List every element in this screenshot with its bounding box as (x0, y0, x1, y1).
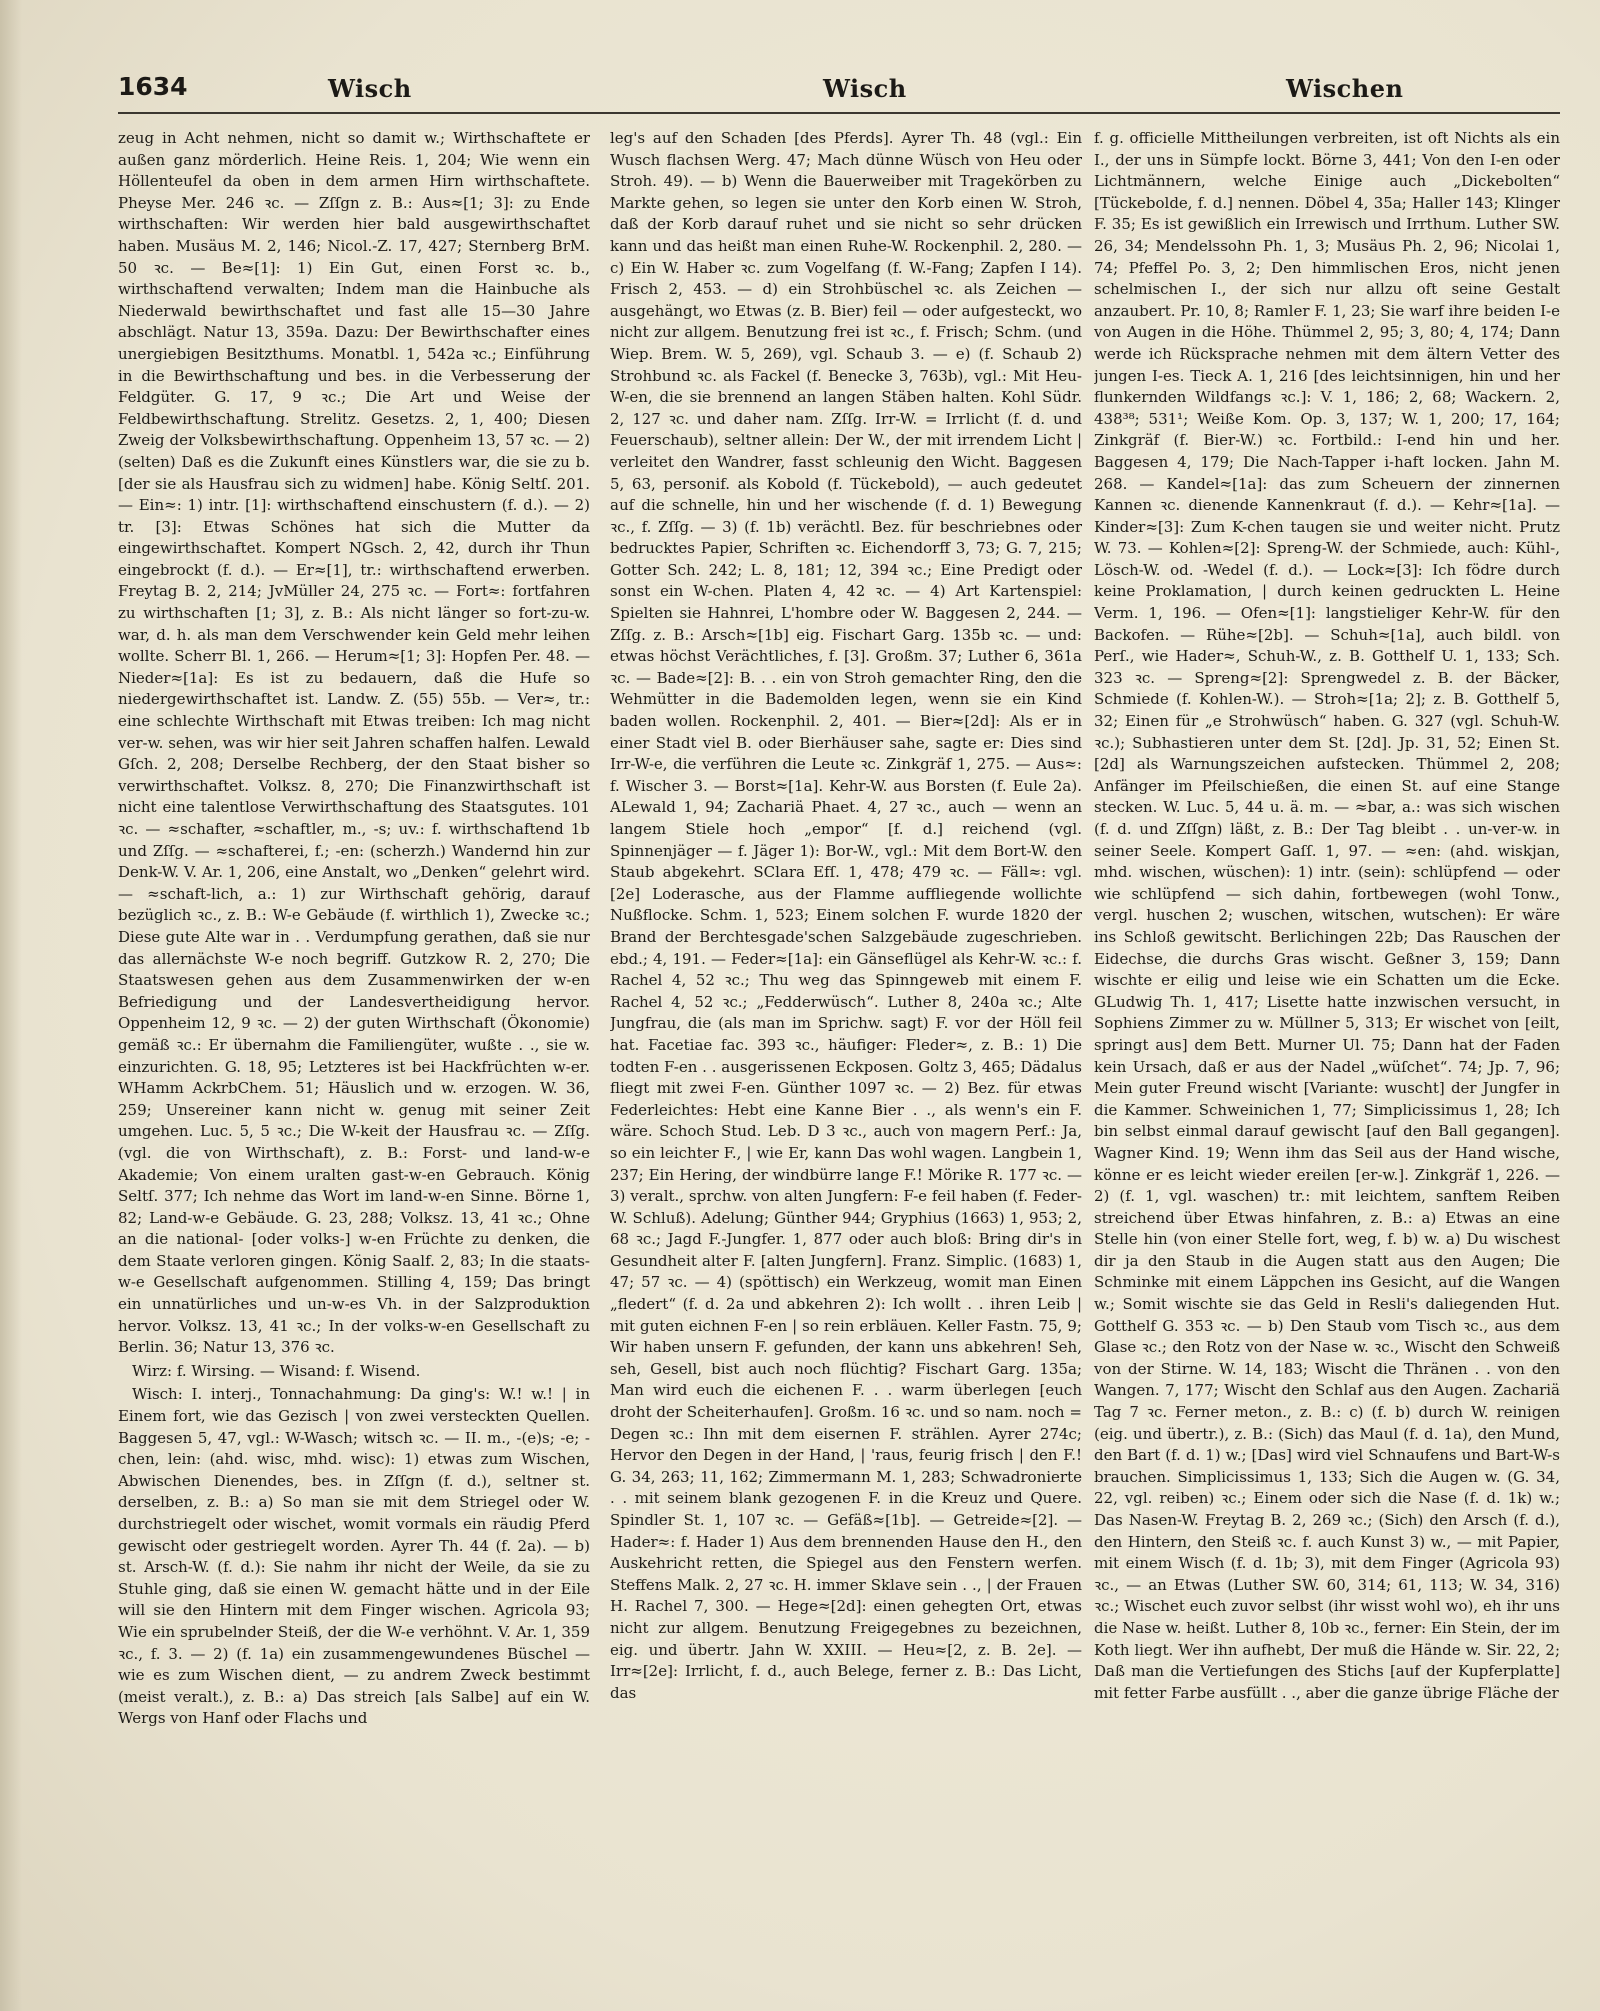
page-number: 1634 (118, 72, 188, 101)
entry-paragraph: leg's auf den Schaden [des Pferds]. Ayrer Th. 48 (vgl.: Ein Wusch flachsen Werg. 47; Mach dünne Wüsch von Heu oder Stroh. 49). — b) Wenn die Bauerweiber mit Tragekörben zu Markte gehen, so legen sie unter den Korb einen W. Stroh, daß der Korb darauf ruhet und sie nicht so sehr drücken kann und das heißt man einen Ruhe-W. Rockenphil. 2, 280. — c) Ein W. Haber ꝛc. zum Vogelfang (f. W.-Fang; Zapfen I 14). Frisch 2, 453. — d) ein Strohbüschel ꝛc. als Zeichen — ausgehängt, wo Etwas (z. B. Bier) feil — oder aufgesteckt, wo nicht zur allgem. Benutzung frei ist ꝛc., f. Frisch; Schm. (und Wiep. Brem. W. 5, 269), vgl. Schaub 3. — e) (f. Schaub 2) Strohbund ꝛc. als Fackel (f. Benecke 3, 763b), vgl.: Mit Heu-W-en, die sie brennend an langen Stäben halten. Kohl Südr. 2, 127 ꝛc. und daher nam. Zſſg. Irr-W. = Irrlicht (f. d. und Feuerschaub), seltner allein: Der W., der mit irrendem Licht | verleitet den Wandrer, fasst schleunig den Wicht. Baggesen 5, 63, personif. als Kobold (f. Tückebold), — auch gedeutet auf die schnelle, hin und her wischende (f. d. 1) Bewegung ꝛc., f. Zſſg. — 3) (f. 1b) verächtl. Bez. für beschriebnes oder bedrucktes Papier, Schriften ꝛc. Eichendorff 3, 73; G. 7, 215; Gotter Sch. 242; L. 8, 181; 12, 394 ꝛc.; Eine Predigt oder sonst ein W-chen. Platen 4, 42 ꝛc. — 4) Art Kartenspiel: Spielten sie Hahnrei, L'hombre oder W. Baggesen 2, 244. — Zſſg. z. B.: Arsch≈[1b] eig. Fischart Garg. 135b ꝛc. — und: etwas höchst Verächtliches, f. [3]. Großm. 37; Luther 6, 361a ꝛc. — Bade≈[2]: B. . . ein von Stroh gemachter Ring, den die Wehmütter in die Bademolden legen, wenn sie ein Kind baden wollen. Rockenphil. 2, 401. — Bier≈[2d]: Als er in einer Stadt viel B. oder Bierhäuser sahe, sagte er: Dies sind Irr-W-e, die verführen die Leute ꝛc. Zinkgräf 1, 275. — Aus≈: f. Wischer 3. — Borst≈[1a]. Kehr-W. aus Borsten (f. Eule 2a). ALewald 1, 94; Zachariä Phaet. 4, 27 ꝛc., auch — wenn an langem Stiele hoch „empor“ [f. d.] reichend (vgl. Spinnenjäger — f. Jäger 1): Bor-W., vgl.: Mit dem Bort-W. den Staub abgekehrt. SClara Efſ. 1, 478; 479 ꝛc. — Fäll≈: vgl. [2e] Loderasche, aus der Flamme auffliegende wollichte Nußflocke. Schm. 1, 523; Einem solchen F. wurde 1820 der Brand der Berchtesgade'schen Salzgebäude zugeschrieben. ebd.; 4, 191. — Feder≈[1a]: ein Gänseflügel als Kehr-W. ꝛc.: f. Rachel 4, 52 ꝛc.; Thu weg das Spinngeweb mit einem F. Rachel 4, 52 ꝛc.; „Fedderwüsch“. Luther 8, 240a ꝛc.; Alte Jungfrau, die (als man im Sprichw. sagt) F. vor der Höll feil hat. Facetiae fac. 393 ꝛc., häufiger: Fleder≈, z. B.: 1) Die todten F-en . . ausgerissenen Eckposen. Goltz 3, 465; Dädalus fliegt mit zwei F-en. Günther 1097 ꝛc. — 2) Bez. für etwas Federleichtes: Hebt eine Kanne Bier . ., als wenn's ein F. wäre. Schoch Stud. Leb. D 3 ꝛc., auch von magern Perf.: Ja, so ein leichter F., | wie Er, kann Das wohl wagen. Langbein 1, 237; Ein Hering, der windbürre lange F.! Mörike R. 177 ꝛc. — 3) veralt., sprchw. von alten Jungfern: F-e feil haben (f. Feder-W. Schluß). Adelung; Günther 944; Gryphius (1663) 1, 953; 2, 68 ꝛc.; Jagd F.-Jungfer. 1, 877 oder auch bloß: Bring dir's in Gesundheit alter F. [alten Jungfern]. Franz. Simplic. (1683) 1, 47; 57 ꝛc. — 4) (spöttisch) ein Werkzeug, womit man Einen „fledert“ (f. d. 2a und abkehren 2): Ich wollt . . ihren Leib | mit guten eichnen F-en | so rein erbläuen. Keller Fastn. 75, 9; Wir haben unsern F. gefunden, der kann uns abkehren! Seh, seh, Gesell, bist auch noch flüchtig? Fischart Garg. 135a; Man wird euch die eichenen F. . . warm überlegen [euch droht der Scheiterhaufen]. Großm. 16 ꝛc. und so nam. noch = Degen ꝛc.: Ihn mit dem eisernen F. strählen. Ayrer 274c; Hervor den Degen in der Hand, | 'raus, feurig frisch | den F.! G. 34, 263; 11, 162; Zimmermann M. 1, 283; Schwadronierte . . mit seinem blank gezogenen F. in die Kreuz und Quere. Spindler St. 1, 107 ꝛc. — Gefäß≈[1b]. — Getreide≈[2]. — Hader≈: f. Hader 1) Aus dem brennenden Hause den H., den Auskehricht retten, die Spiegel aus den Fenstern werfen. Steffens Malk. 2, 27 ꝛc. H. immer Sklave sein . ., | der Frauen H. Rachel 7, 300. — Hege≈[2d]: einen gehegten Ort, etwas nicht zur allgem. Benutzung Freigegebnes zu bezeichnen, eig. und übertr. Jahn W. XXIII. — Heu≈[2, z. B. 2e]. — Irr≈[2e]: Irrlicht, f. d., auch Belege, ferner z. B.: Das Licht, das (610, 129, 1082, 1702)
entry-paragraph: Wisch: I. interj., Tonnachahmung: Da ging's: W.! w.! | in Einem fort, wie das Gezisch | von zwei versteckten Quellen. Baggesen 5, 47, vgl.: W-Wasch; witsch ꝛc. — II. m., -(e)s; -e; -chen, lein: (ahd. wisc, mhd. wisc): 1) etwas zum Wischen, Abwischen Dienendes, bes. in Zſſgn (f. d.), seltner st. derselben, z. B.: a) So man sie mit dem Striegel oder W. durchstriegelt oder wischet, womit vormals ein räudig Pferd gewischt oder gestriegelt worden. Ayrer Th. 44 (f. 2a). — b) st. Arsch-W. (f. d.): Sie nahm ihr nicht der Weile, da sie zu Stuhle ging, daß sie einen W. gemacht hätte und in der Eile will sie den Hintern mit dem Finger wischen. Agricola 93; Wie ein sprubelnder Steiß, der die W-e verhöhnt. V. Ar. 1, 359 ꝛc., f. 3. — 2) (f. 1a) ein zusammengewundenes Büschel — wie es zum Wischen dient, — zu andrem Zweck bestimmt (meist veralt.), z. B.: a) Das streich [als Salbe] auf ein W. Wergs von Hanf oder Flachs und (118, 1385, 590, 1728)
entry-paragraph: f. g. officielle Mittheilungen verbreiten, ist oft Nichts als ein I., der uns in Sümpfe lockt. Börne 3, 441; Von den I-en oder Lichtmännern, welche Einige auch „Dickebolten“ [Tückebolde, f. d.] nennen. Döbel 4, 35a; Haller 143; Klinger F. 35; Es ist gewißlich ein Irrewisch und Irrthum. Luther SW. 26, 34; Mendelssohn Ph. 1, 3; Musäus Ph. 2, 96; Nicolai 1, 74; Pfeffel Po. 3, 2; Den himmlischen Eros, nicht jenen schelmischen I., der sich nur allzu oft seine Gestalt anzaubert. Pr. 10, 8; Ramler F. 1, 23; Sie warf ihre beiden I-e von Augen in die Höhe. Thümmel 2, 95; 3, 80; 4, 174; Dann werde ich Rücksprache nehmen mit dem ältern Vetter des jungen I-es. Tieck A. 1, 216 [des leichtsinnigen, hin und her flunkernden Wildfangs ꝛc.]: V. 1, 186; 2, 68; Wackern. 2, 438³⁸; 531¹; Weiße Kom. Op. 3, 137; W. 1, 200; 17, 164; Zinkgräf (f. Bier-W.) ꝛc. Fortbild.: I-end hin und her. Baggesen 4, 179; Die Nach-Tapper i-haft locken. Jahn M. 268. — Kandel≈[1a]: das zum Scheuern der zinnernen Kannen ꝛc. dienende Kannenkraut (f. d.). — Kehr≈[1a]. — Kinder≈[3]: Zum K-chen taugen sie und weiter nicht. Prutz W. 73. — Kohlen≈[2]: Spreng-W. der Schmiede, auch: Kühl-, Lösch-W. od. -Wedel (f. d.). — Lock≈[3]: Ich födre durch keine Proklamation, | durch keinen gedruckten L. Heine Verm. 1, 196. — Ofen≈[1]: langstieliger Kehr-W. für den Backofen. — Rühe≈[2b]. — Schuh≈[1a], auch bildl. von Perſ., wie Hader≈, Schuh-W., z. B. Gotthelf U. 1, 133; Sch. 323 ꝛc. — Spreng≈[2]: Sprengwedel z. B. der Bäcker, Schmiede (f. Kohlen-W.). — Stroh≈[1a; 2]; z. B. Gotthelf 5, 32; Einen für „e Strohwüsch“ haben. G. 327 (vgl. Schuh-W. ꝛc.); Subhastieren unter dem St. [2d]. Jp. 31, 52; Einen St. [2d] als Warnungszeichen aufstecken. Thümmel 2, 208; Anfänger im Pfeilschießen, die einen St. auf eine Stange stecken. W. Luc. 5, 44 u. ä. m. — ≈bar, a.: was sich wischen (f. d. und Zſſgn) läßt, z. B.: Der Tag bleibt . . un-ver-w. in seiner Seele. Kompert Gaſſ. 1, 97. — ≈en: (ahd. wiskjan, mhd. wischen, wüschen): 1) intr. (sein): schlüpfend — oder wie schlüpfend — sich dahin, fortbewegen (wohl Tonw., vergl. huschen 2; wuschen, witschen, wutschen): Er wäre ins Schloß gewitscht. Berlichingen 22b; Das Rauschen der Eidechse, die durchs Gras wischt. Geßner 3, 159; Dann wischte er eilig und leise wie ein Schatten um die Ecke. GLudwig Th. 1, 417; Lisette hatte inzwischen versucht, in Sophiens Zimmer zu w. Müllner 5, 313; Er wischet von [eilt, springt aus] dem Bett. Murner Ul. 75; Dann hat der Faden kein Ursach, daß er aus der Nadel „wüſchet“. 74; Jp. 7, 96; Mein guter Freund wischt [Variante: wuscht] der Jungfer in die Kammer. Schweinichen 1, 77; Simplicissimus 1, 28; Ich bin selbst einmal darauf gewischt [auf den Ball gegangen]. Wagner Kind. 19; Wenn ihm das Seil aus der Hand wische, könne er es leicht wieder ereilen [er-w.]. Zinkgräf 1, 226. — 2) (f. 1, vgl. waschen) tr.: mit leichtem, sanftem Reiben streichend über Etwas hinfahren, z. B.: a) Etwas an eine Stelle hin (von einer Stelle fort, weg, f. b) w. a) Du wischest dir ja den Staub in die Augen statt aus den Augen; Die Schminke mit einem Läppchen ins Gesicht, auf die Wangen w.; Somit wischte sie das Geld in Resli's daliegenden Hut. Gotthelf G. 353 ꝛc. — b) Den Staub vom Tisch ꝛc., aus dem Glase ꝛc.; den Rotz von der Nase w. ꝛc., Wischt den Schweiß von der Stirne. W. 14, 183; Wischt die Thränen . . von den Wangen. 7, 177; Wischt den Schlaf aus den Augen. Zachariä Tag 7 ꝛc. Ferner meton., z. B.: c) (f. b) durch W. reinigen (eig. und übertr.), z. B.: (Sich) das Maul (f. d. 1a), den Mund, den Bart (f. d. 1) w.; [Das] wird viel Schnaufens und Bart-W-s brauchen. Simplicissimus 1, 133; Sich die Augen w. (G. 34, 22, vgl. reiben) ꝛc.; Einem oder sich die Nase (f. d. 1k) w.; Das Nasen-W. Freytag B. 2, 269 ꝛc.; (Sich) den Arsch (f. d.), den Hintern, den Steiß ꝛc. f. auch Kunst 3) w., — mit Papier, mit einem Wisch (f. d. 1b; 3), mit dem Finger (Agricola 93) ꝛc., — an Etwas (Luther SW. 60, 314; 61, 113; W. 34, 316) ꝛc.; Wischet euch zuvor selbst (ihr wisst wohl wo), eh ihr uns die Nase w. heißt. Luther 8, 10b ꝛc., ferner: Ein Stein, der im Koth liegt. Wer ihn aufhebt, Der muß die Hände w. Sir. 22, 2; Daß man die Vertiefungen des Stichs [auf der Kupferplatte] mit fetter Farbe ausfüllt . ., aber die ganze übrige Fläche der (1094, 129, 1560, 1702)
header-left-word: Wisch (328, 74, 412, 103)
running-header (118, 70, 1560, 112)
book-spine-shadow (0, 0, 22, 2011)
entry-paragraph: zeug in Acht nehmen, nicht so damit w.; Wirthschaftete er außen ganz mörderlich. Heine Reis. 1, 204; Wie wenn ein Höllenteufel da oben in dem armen Hirn wirthschaftete. Pheyse Mer. 246 ꝛc. — Zſſgn z. B.: Aus≈[1; 3]: zu Ende wirthschaften: Wir werden hier bald ausgewirthschaftet haben. Musäus M. 2, 146; Nicol.-Z. 17, 427; Sternberg BrM. 50 ꝛc. — Be≈[1]: 1) Ein Gut, einen Forst ꝛc. b., wirthschaftend verwalten; Indem man die Hainbuche als Niederwald bewirthschaftet und fast alle 15—30 Jahre abschlägt. Natur 13, 359a. Dazu: Der Bewirthschafter eines unergiebigen Besitzthums. Monatbl. 1, 542a ꝛc.; Einführung in die Bewirthschaftung und bes. in die Verbesserung der Feldgüter. G. 17, 9 ꝛc.; Die Art und Weise der Feldbewirthschaftung. Strelitz. Gesetzs. 2, 1, 400; Diesen Zweig der Volksbewirthschaftung. Oppenheim 13, 57 ꝛc. — 2) (selten) Daß es die Zukunft eines Künstlers war, die sie zu b. [der sie als Hausfrau sich zu widmen] habe. König Seltſ. 201. — Ein≈: 1) intr. [1]: wirthschaftend einschustern (f. d.). — 2) tr. [3]: Etwas Schönes hat sich die Mutter da eingewirthschaftet. Kompert NGsch. 2, 42, durch ihr Thun eingebrockt (f. d.). — Er≈[1], tr.: wirthschaftend erwerben. Freytag B. 2, 214; JvMüller 24, 275 ꝛc. — Fort≈: fortfahren zu wirthschaften [1; 3], z. B.: Als nicht länger so fort-zu-w. war, d. h. als man dem Verschwender kein Geld mehr leihen wollte. Scherr Bl. 1, 266. — Herum≈[1; 3]: Hopfen Per. 48. — Nieder≈[1a]: Es ist zu bedauern, daß die Hufe so niedergewirthschaftet ist. Landw. Z. (55) 55b. — Ver≈, tr.: eine schlechte Wirthschaft mit Etwas treiben: Ich mag nicht ver-w. sehen, was wir hier seit Jahren schaffen halfen. Lewald Gſch. 2, 208; Derselbe Rechberg, der den Staat bisher so verwirthschaftet. Volksz. 8, 270; Die Finanzwirthschaft ist nicht eine talentlose Verwirthschaftung des Staatsgutes. 101 ꝛc. — ≈schafter, ≈schaftler, m., -s; uv.: f. wirthschaftend 1b und Zſſg. — ≈schafterei, f.; -en: (scherzh.) Wandernd hin zur Denk-W. V. Ar. 1, 206, eine Anstalt, wo „Denken“ gelehrt wird. — ≈schaft-lich, a.: 1) zur Wirthschaft gehörig, darauf bezüglich ꝛc., z. B.: W-e Gebäude (f. wirthlich 1), Zwecke ꝛc.; Diese gute Alte war in . . Verdumpfung gerathen, daß sie nur das allernächste W-e noch begriff. Gutzkow R. 2, 270; Die Staatswesen gehen aus dem Zusammenwirken der w-en Befriedigung und der Landesvertheidigung hervor. Oppenheim 12, 9 ꝛc. — 2) der guten Wirthschaft (Ökonomie) gemäß ꝛc.: Er übernahm die Familiengüter, wußte . ., sie w. einzurichten. G. 18, 95; Letzteres ist bei Hackfrüchten w-er. WHamm AckrbChem. 51; Häuslich und w. erzogen. W. 36, 259; Unsereiner kann nicht w. genug mit seiner Zeit umgehen. Luc. 5, 5 ꝛc.; Die W-keit der Hausfrau ꝛc. — Zſſg. (vgl. die von Wirthschaft), z. B.: Forst- und land-w-e Akademie; Von einem uralten gast-w-en Gebrauch. König Seltſ. 377; Ich nehme das Wort im land-w-en Sinne. Börne 1, 82; Land-w-e Gebäude. G. 23, 288; Volksz. 13, 41 ꝛc.; Ohne an die national- [oder volks-] w-en Früchte zu denken, die dem Staate verloren gingen. König Saalf. 2, 83; In die staats-w-e Gesellschaft aufgenommen. Stilling 4, 159; Das bringt ein unnatürliches und un-w-es Vh. in der Salzproduktion hervor. Volksz. 13, 41 ꝛc.; In der volks-w-en Gesellschaft zu Berlin. 36; Natur 13, 376 ꝛc. (118, 129, 590, 1357)
header-right-word: Wischen (1286, 74, 1404, 103)
text-column-right (1094, 128, 1560, 2008)
text-column-middle (610, 128, 1082, 2008)
entry-paragraph: Wirz: f. Wirsing. — Wisand: f. Wisend. (132, 1361, 421, 1380)
header-rule (118, 112, 1560, 114)
header-middle-word: Wisch (823, 74, 907, 103)
text-column-left (118, 128, 590, 2008)
